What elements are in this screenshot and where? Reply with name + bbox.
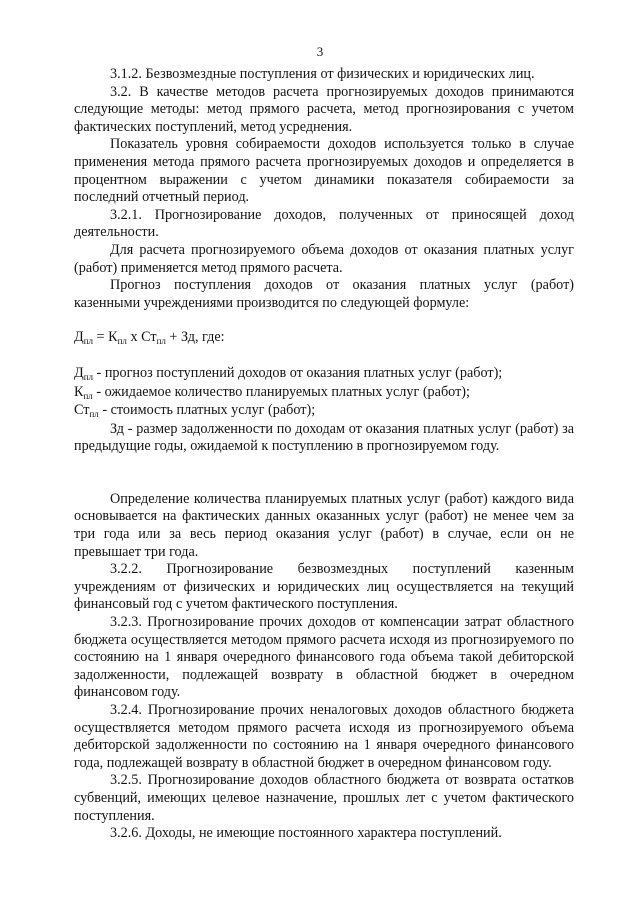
formula-st-sub: пл	[156, 336, 166, 347]
definition-st-sub: пл	[89, 409, 99, 420]
document-body	[74, 66, 574, 843]
definition-d-symbol: Д	[74, 364, 84, 381]
paragraph-3-2-5: 3.2.5. Прогнозирование доходов областного бюджета от возврата остатков субвенций, имеющих целевое назначение, прошлых лет с учетом фактического поступления.	[74, 772, 574, 824]
paragraph-forecast-formula-intro: Прогноз поступления доходов от оказания платных услуг (работ) казенными учреждениями производится по следующей формуле:	[74, 277, 574, 311]
paragraph-3-2-3: 3.2.3. Прогнозирование прочих доходов от компенсации затрат областного бюджета осуществляется методом прямого расчета исходя из прогнозируемого по состоянию на 1 января очередного финансового года объема такой дебиторской задолженности, подлежащей возврату в областной бюджет в очередном финансовом году.	[74, 614, 574, 701]
definition-k	[74, 384, 574, 403]
formula-plus: + Зд, где:	[165, 329, 225, 346]
definition-st-symbol: Ст	[74, 402, 90, 419]
paragraph-3-2-2: 3.2.2. Прогнозирование безвозмездных поступлений казенным учреждениям от физических и юридических лиц осуществляется на текущий финансовый год с учетом фактического поступления.	[74, 561, 574, 613]
paragraph-3-1-2: 3.1.2. Безвозмездные поступления от физических и юридических лиц.	[110, 66, 535, 82]
formula-d: Д	[74, 329, 84, 346]
definition-st-text: - стоимость платных услуг (работ);	[98, 402, 316, 419]
paragraph-paid-services-method: Для расчета прогнозируемого объема доходов от оказания платных услуг (работ) применяется метод прямого расчета.	[74, 241, 574, 276]
formula-d-sub: пл	[83, 336, 93, 347]
definition-st	[74, 402, 574, 421]
definition-d	[74, 365, 574, 384]
definition-k-sub: пл	[83, 390, 93, 401]
formula-st: Ст	[141, 329, 157, 346]
formula-eq: =	[93, 329, 109, 346]
paragraph-quantity-determination: Определение количества планируемых платных услуг (работ) каждого вида основывается на фактических данных оказанных услуг (работ) не менее чем за три года или за весь период оказания услуг (работ) в случае, если он не превышает три года.	[74, 490, 574, 560]
formula-line	[74, 329, 574, 348]
definition-zd: Зд - размер задолженности по доходам от оказания платных услуг (работ) за предыдущие годы, ожидаемой к поступлению в прогнозируемом году.	[74, 420, 574, 455]
formula-k: К	[108, 329, 118, 346]
paragraph-3-2-4: 3.2.4. Прогнозирование прочих неналоговых доходов областного бюджета осуществляется методом прямого расчета исходя из прогнозируемого объема дебиторской задолженности по состоянию на 1 января очередного финансового года, подлежащей возврату в областной бюджет в очередном финансовом году.	[74, 702, 574, 771]
formula-k-sub: пл	[117, 336, 127, 347]
paragraph-collection-rate: Показатель уровня собираемости доходов используется только в случае применения метода прямого расчета прогнозируемых доходов и определяется в процентном выражении с учетом динамики показателя собираемости за последний отчетный период.	[74, 136, 574, 206]
paragraph-3-2-6: 3.2.6. Доходы, не имеющие постоянного характера поступлений.	[110, 825, 502, 842]
definition-d-sub: пл	[83, 371, 93, 382]
definition-k-text: - ожидаемое количество планируемых платных услуг (работ);	[92, 383, 470, 400]
paragraph-3-2: 3.2. В качестве методов расчета прогнозируемых доходов принимаются следующие методы: метод прямого расчета, метод прогнозирования с учетом фактических поступлений, метод усреднения.	[74, 83, 574, 135]
definition-d-text: - прогноз поступлений доходов от оказания платных услуг (работ);	[93, 364, 503, 381]
formula-times: х	[126, 329, 142, 346]
page-number: 3	[316, 44, 324, 59]
definition-k-symbol: К	[74, 383, 84, 400]
paragraph-3-2-1: 3.2.1. Прогнозирование доходов, полученных от приносящей доход деятельности.	[74, 206, 574, 241]
